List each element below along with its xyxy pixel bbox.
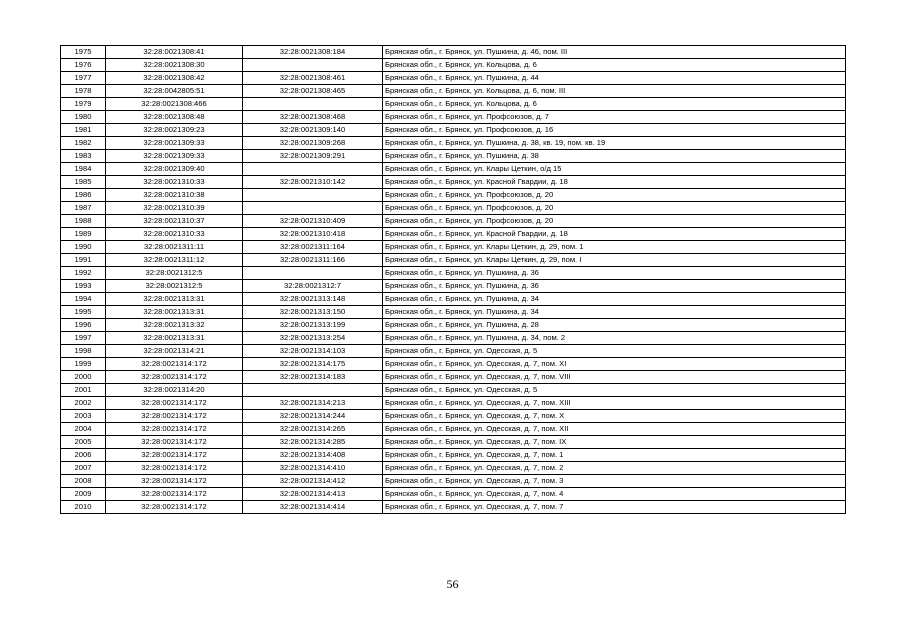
related-cadastral-number-cell: 32:28:0021314:285 (243, 436, 383, 449)
cadastral-number-cell: 32:28:0021314:172 (106, 462, 243, 475)
row-number-cell: 1989 (61, 228, 106, 241)
row-number-cell: 1993 (61, 280, 106, 293)
cadastral-number-cell: 32:28:0021314:172 (106, 436, 243, 449)
table-row (61, 358, 846, 371)
address-cell: Брянская обл., г. Брянск, ул. Одесская, д. 7, пом. X (383, 410, 846, 423)
table-row (61, 202, 846, 215)
related-cadastral-number-cell: 32:28:0021314:175 (243, 358, 383, 371)
row-number-cell: 2010 (61, 501, 106, 514)
address-cell: Брянская обл., г. Брянск, ул. Одесская, д. 7, пом. XIII (383, 397, 846, 410)
row-number-cell: 1997 (61, 332, 106, 345)
table-row (61, 280, 846, 293)
table-row (61, 410, 846, 423)
cadastral-number-cell: 32:28:0021313:31 (106, 306, 243, 319)
cadastral-number-cell: 32:28:0021310:37 (106, 215, 243, 228)
related-cadastral-number-cell: 32:28:0021311:164 (243, 241, 383, 254)
related-cadastral-number-cell: 32:28:0021314:414 (243, 501, 383, 514)
row-number-cell: 2004 (61, 423, 106, 436)
row-number-cell: 2003 (61, 410, 106, 423)
address-cell: Брянская обл., г. Брянск, ул. Одесская, д. 7, пом. 1 (383, 449, 846, 462)
address-cell: Брянская обл., г. Брянск, ул. Одесская, д. 7, пом. XI (383, 358, 846, 371)
address-cell: Брянская обл., г. Брянск, ул. Профсоюзов, д. 7 (383, 111, 846, 124)
row-number-cell: 1985 (61, 176, 106, 189)
related-cadastral-number-cell (243, 59, 383, 72)
cadastral-number-cell: 32:28:0021312:5 (106, 267, 243, 280)
row-number-cell: 2009 (61, 488, 106, 501)
cadastral-number-cell: 32:28:0021313:32 (106, 319, 243, 332)
table-row (61, 436, 846, 449)
related-cadastral-number-cell: 32:28:0021308:461 (243, 72, 383, 85)
row-number-cell: 1991 (61, 254, 106, 267)
row-number-cell: 1990 (61, 241, 106, 254)
cadastral-number-cell: 32:28:0042805:51 (106, 85, 243, 98)
cadastral-number-cell: 32:28:0021314:172 (106, 397, 243, 410)
row-number-cell: 1976 (61, 59, 106, 72)
related-cadastral-number-cell: 32:28:0021314:103 (243, 345, 383, 358)
related-cadastral-number-cell: 32:28:0021314:410 (243, 462, 383, 475)
cadastral-number-cell: 32:28:0021308:30 (106, 59, 243, 72)
table-row (61, 384, 846, 397)
table-row (61, 46, 846, 59)
related-cadastral-number-cell (243, 202, 383, 215)
row-number-cell: 2008 (61, 475, 106, 488)
related-cadastral-number-cell: 32:28:0021313:148 (243, 293, 383, 306)
related-cadastral-number-cell: 32:28:0021314:412 (243, 475, 383, 488)
cadastral-number-cell: 32:28:0021314:172 (106, 488, 243, 501)
related-cadastral-number-cell: 32:28:0021311:166 (243, 254, 383, 267)
cadastral-number-cell: 32:28:0021310:33 (106, 228, 243, 241)
row-number-cell: 1981 (61, 124, 106, 137)
cadastral-number-cell: 32:28:0021314:172 (106, 423, 243, 436)
table-row (61, 72, 846, 85)
address-cell: Брянская обл., г. Брянск, ул. Одесская, д. 7, пом. 7 (383, 501, 846, 514)
cadastral-number-cell: 32:28:0021313:31 (106, 332, 243, 345)
address-cell: Брянская обл., г. Брянск, ул. Пушкина, д. 36 (383, 280, 846, 293)
table-row (61, 254, 846, 267)
related-cadastral-number-cell: 32:28:0021314:183 (243, 371, 383, 384)
address-cell: Брянская обл., г. Брянск, ул. Клары Цеткин, о/д 15 (383, 163, 846, 176)
cadastral-number-cell: 32:28:0021314:172 (106, 358, 243, 371)
address-cell: Брянская обл., г. Брянск, ул. Одесская, д. 7, пом. VIII (383, 371, 846, 384)
table-row (61, 397, 846, 410)
row-number-cell: 1996 (61, 319, 106, 332)
row-number-cell: 1982 (61, 137, 106, 150)
cadastral-number-cell: 32:28:0021308:466 (106, 98, 243, 111)
row-number-cell: 2007 (61, 462, 106, 475)
address-cell: Брянская обл., г. Брянск, ул. Клары Цеткин, д. 29, пом. I (383, 254, 846, 267)
address-cell: Брянская обл., г. Брянск, ул. Пушкина, д. 38 (383, 150, 846, 163)
address-cell: Брянская обл., г. Брянск, ул. Кольцова, д. 6 (383, 59, 846, 72)
row-number-cell: 1998 (61, 345, 106, 358)
table-row (61, 332, 846, 345)
related-cadastral-number-cell: 32:28:0021313:254 (243, 332, 383, 345)
address-cell: Брянская обл., г. Брянск, ул. Пушкина, д. 34 (383, 293, 846, 306)
table-row (61, 189, 846, 202)
related-cadastral-number-cell (243, 98, 383, 111)
row-number-cell: 2002 (61, 397, 106, 410)
row-number-cell: 1977 (61, 72, 106, 85)
address-cell: Брянская обл., г. Брянск, ул. Профсоюзов, д. 16 (383, 124, 846, 137)
address-cell: Брянская обл., г. Брянск, ул. Одесская, д. 7, пом. 4 (383, 488, 846, 501)
row-number-cell: 1978 (61, 85, 106, 98)
table-row (61, 319, 846, 332)
row-number-cell: 1995 (61, 306, 106, 319)
row-number-cell: 1988 (61, 215, 106, 228)
table-row (61, 462, 846, 475)
table-row (61, 267, 846, 280)
cadastral-number-cell: 32:28:0021308:48 (106, 111, 243, 124)
table-row (61, 150, 846, 163)
address-cell: Брянская обл., г. Брянск, ул. Клары Цеткин, д. 29, пом. 1 (383, 241, 846, 254)
related-cadastral-number-cell: 32:28:0021310:418 (243, 228, 383, 241)
cadastral-number-cell: 32:28:0021312:5 (106, 280, 243, 293)
table-row (61, 124, 846, 137)
related-cadastral-number-cell (243, 163, 383, 176)
row-number-cell: 1987 (61, 202, 106, 215)
related-cadastral-number-cell: 32:28:0021314:408 (243, 449, 383, 462)
row-number-cell: 2006 (61, 449, 106, 462)
table-row (61, 176, 846, 189)
related-cadastral-number-cell: 32:28:0021308:465 (243, 85, 383, 98)
address-cell: Брянская обл., г. Брянск, ул. Пушкина, д. 34 (383, 306, 846, 319)
table-row (61, 501, 846, 514)
address-cell: Брянская обл., г. Брянск, ул. Одесская, д. 7, пом. IX (383, 436, 846, 449)
cadastral-number-cell: 32:28:0021309:33 (106, 150, 243, 163)
table-row (61, 423, 846, 436)
row-number-cell: 1986 (61, 189, 106, 202)
table-row (61, 293, 846, 306)
related-cadastral-number-cell: 32:28:0021309:140 (243, 124, 383, 137)
cadastral-number-cell: 32:28:0021311:12 (106, 254, 243, 267)
registry-table-body (61, 46, 846, 514)
address-cell: Брянская обл., г. Брянск, ул. Профсоюзов, д. 20 (383, 215, 846, 228)
cadastral-number-cell: 32:28:0021314:172 (106, 475, 243, 488)
related-cadastral-number-cell: 32:28:0021309:268 (243, 137, 383, 150)
table-row (61, 306, 846, 319)
address-cell: Брянская обл., г. Брянск, ул. Одесская, д. 7, пом. XII (383, 423, 846, 436)
related-cadastral-number-cell: 32:28:0021310:142 (243, 176, 383, 189)
page-number: 56 (446, 577, 459, 591)
related-cadastral-number-cell: 32:28:0021310:409 (243, 215, 383, 228)
address-cell: Брянская обл., г. Брянск, ул. Пушкина, д. 46, пом. III (383, 46, 846, 59)
table-row (61, 228, 846, 241)
table-row (61, 111, 846, 124)
cadastral-number-cell: 32:28:0021308:42 (106, 72, 243, 85)
related-cadastral-number-cell: 32:28:0021314:265 (243, 423, 383, 436)
cadastral-number-cell: 32:28:0021314:172 (106, 371, 243, 384)
row-number-cell: 2000 (61, 371, 106, 384)
address-cell: Брянская обл., г. Брянск, ул. Красной Гвардии, д. 18 (383, 228, 846, 241)
related-cadastral-number-cell (243, 267, 383, 280)
registry-table (60, 45, 846, 514)
row-number-cell: 1984 (61, 163, 106, 176)
related-cadastral-number-cell: 32:28:0021309:291 (243, 150, 383, 163)
table-row (61, 137, 846, 150)
table-row (61, 85, 846, 98)
address-cell: Брянская обл., г. Брянск, ул. Пушкина, д. 44 (383, 72, 846, 85)
cadastral-number-cell: 32:28:0021314:21 (106, 345, 243, 358)
table-row (61, 163, 846, 176)
related-cadastral-number-cell (243, 189, 383, 202)
related-cadastral-number-cell: 32:28:0021313:150 (243, 306, 383, 319)
table-row (61, 98, 846, 111)
related-cadastral-number-cell: 32:28:0021308:184 (243, 46, 383, 59)
table-row (61, 488, 846, 501)
row-number-cell: 1975 (61, 46, 106, 59)
address-cell: Брянская обл., г. Брянск, ул. Профсоюзов, д. 20 (383, 202, 846, 215)
cadastral-number-cell: 32:28:0021309:23 (106, 124, 243, 137)
cadastral-number-cell: 32:28:0021308:41 (106, 46, 243, 59)
cadastral-number-cell: 32:28:0021310:33 (106, 176, 243, 189)
address-cell: Брянская обл., г. Брянск, ул. Одесская, д. 5 (383, 345, 846, 358)
related-cadastral-number-cell (243, 384, 383, 397)
address-cell: Брянская обл., г. Брянск, ул. Пушкина, д. 38, кв. 19, пом. кв. 19 (383, 137, 846, 150)
row-number-cell: 1999 (61, 358, 106, 371)
address-cell: Брянская обл., г. Брянск, ул. Пушкина, д. 36 (383, 267, 846, 280)
address-cell: Брянская обл., г. Брянск, ул. Пушкина, д. 34, пом. 2 (383, 332, 846, 345)
related-cadastral-number-cell: 32:28:0021314:413 (243, 488, 383, 501)
row-number-cell: 1979 (61, 98, 106, 111)
row-number-cell: 1994 (61, 293, 106, 306)
cadastral-number-cell: 32:28:0021310:39 (106, 202, 243, 215)
row-number-cell: 2005 (61, 436, 106, 449)
row-number-cell: 2001 (61, 384, 106, 397)
cadastral-number-cell: 32:28:0021313:31 (106, 293, 243, 306)
cadastral-number-cell: 32:28:0021311:11 (106, 241, 243, 254)
cadastral-number-cell: 32:28:0021309:40 (106, 163, 243, 176)
address-cell: Брянская обл., г. Брянск, ул. Кольцова, д. 6 (383, 98, 846, 111)
table-row (61, 449, 846, 462)
cadastral-number-cell: 32:28:0021314:172 (106, 410, 243, 423)
row-number-cell: 1980 (61, 111, 106, 124)
address-cell: Брянская обл., г. Брянск, ул. Кольцова, д. 6, пом. III (383, 85, 846, 98)
row-number-cell: 1992 (61, 267, 106, 280)
cadastral-number-cell: 32:28:0021314:20 (106, 384, 243, 397)
address-cell: Брянская обл., г. Брянск, ул. Красной Гвардии, д. 18 (383, 176, 846, 189)
address-cell: Брянская обл., г. Брянск, ул. Одесская, д. 5 (383, 384, 846, 397)
related-cadastral-number-cell: 32:28:0021314:244 (243, 410, 383, 423)
address-cell: Брянская обл., г. Брянск, ул. Пушкина, д. 28 (383, 319, 846, 332)
cadastral-number-cell: 32:28:0021314:172 (106, 449, 243, 462)
table-row (61, 215, 846, 228)
table-row (61, 475, 846, 488)
table-row (61, 241, 846, 254)
address-cell: Брянская обл., г. Брянск, ул. Одесская, д. 7, пом. 3 (383, 475, 846, 488)
related-cadastral-number-cell: 32:28:0021314:213 (243, 397, 383, 410)
related-cadastral-number-cell: 32:28:0021312:7 (243, 280, 383, 293)
address-cell: Брянская обл., г. Брянск, ул. Одесская, д. 7, пом. 2 (383, 462, 846, 475)
cadastral-number-cell: 32:28:0021310:38 (106, 189, 243, 202)
related-cadastral-number-cell: 32:28:0021308:468 (243, 111, 383, 124)
table-row (61, 345, 846, 358)
cadastral-number-cell: 32:28:0021314:172 (106, 501, 243, 514)
row-number-cell: 1983 (61, 150, 106, 163)
table-row (61, 371, 846, 384)
related-cadastral-number-cell: 32:28:0021313:199 (243, 319, 383, 332)
cadastral-number-cell: 32:28:0021309:33 (106, 137, 243, 150)
address-cell: Брянская обл., г. Брянск, ул. Профсоюзов, д. 20 (383, 189, 846, 202)
table-row (61, 59, 846, 72)
